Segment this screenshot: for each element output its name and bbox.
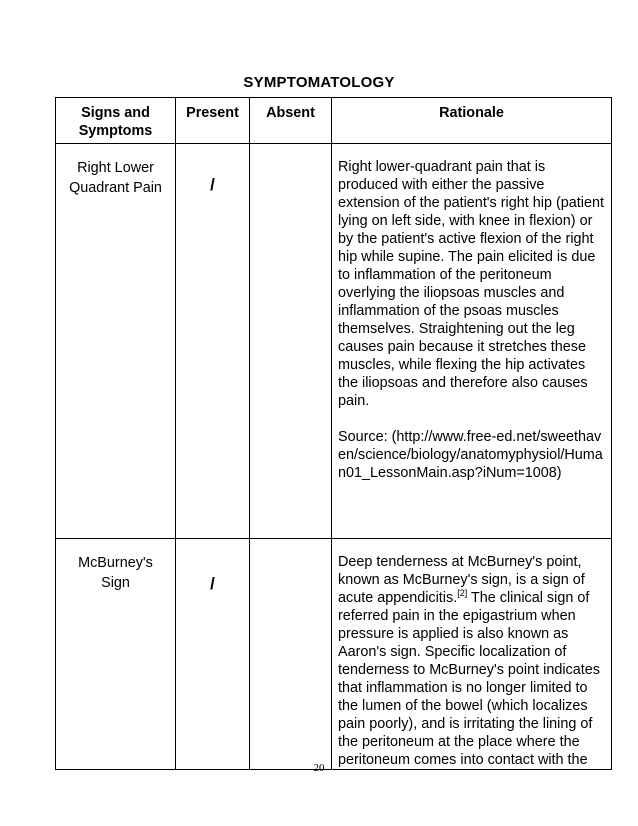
- absent-cell: [250, 539, 332, 770]
- rationale-cell: [332, 144, 612, 539]
- present-cell: [176, 144, 250, 539]
- header-absent: Absent: [250, 98, 332, 144]
- rationale-text: [338, 553, 605, 769]
- absent-cell: [250, 144, 332, 539]
- present-mark: /: [210, 175, 215, 194]
- page-number: 20: [313, 762, 325, 774]
- rationale-text: Right lower-quadrant pain that is produced with either the passive extension of the patient's right hip (patient lying on left side, with knee in flexion) or by the patient's active flexion of the right hip while supine. The pain elicited is due to inflammation of the peritoneum overlying the iliopsoas muscles and inflammation of the psoas muscles themselves. Straightening out the leg causes pain because it stretches these muscles, while flexing the hip activates the iliopsoas and therefore also causes pain.: [338, 159, 604, 409]
- header-rationale: Rationale: [332, 98, 612, 144]
- sign-label: McBurney's Sign: [78, 555, 153, 591]
- table-row: [56, 539, 612, 770]
- header-signs-and-symptoms: Signs and Symptoms: [56, 98, 176, 144]
- rationale-text-part: Deep tenderness at McBurney's point, known as McBurney's sign, is a sign of acute appendicitis.: [338, 554, 585, 606]
- source-citation: Source: (http://www.free-ed.net/sweethaven/science/biology/anatomyphysiol/Human01_LessonMain.asp?iNum=1008): [338, 429, 603, 481]
- table-header-row: [56, 98, 612, 144]
- reference-marker: [2]: [457, 588, 468, 598]
- present-cell: [176, 539, 250, 770]
- present-mark: /: [210, 574, 215, 593]
- sign-label: Right Lower Quadrant Pain: [69, 160, 162, 196]
- sign-mcburneys-sign: [56, 539, 176, 770]
- table-row: [56, 144, 612, 539]
- rationale-cell: [332, 539, 612, 770]
- symptomatology-table: [55, 97, 612, 770]
- page-title: SYMPTOMATOLOGY: [243, 74, 395, 91]
- header-present: Present: [176, 98, 250, 144]
- sign-right-lower-quadrant-pain: [56, 144, 176, 539]
- rationale-text-part: The clinical sign of referred pain in the epigastrium when pressure is applied is also known as Aaron's sign. Specific localization of tenderness to McBurney's point indicates that inflammation is no longer limited to the lumen of the bowel (which localizes pain poorly), and is irritating the lining of the peritoneum at the place where the peritoneum comes into contact with the: [338, 590, 600, 768]
